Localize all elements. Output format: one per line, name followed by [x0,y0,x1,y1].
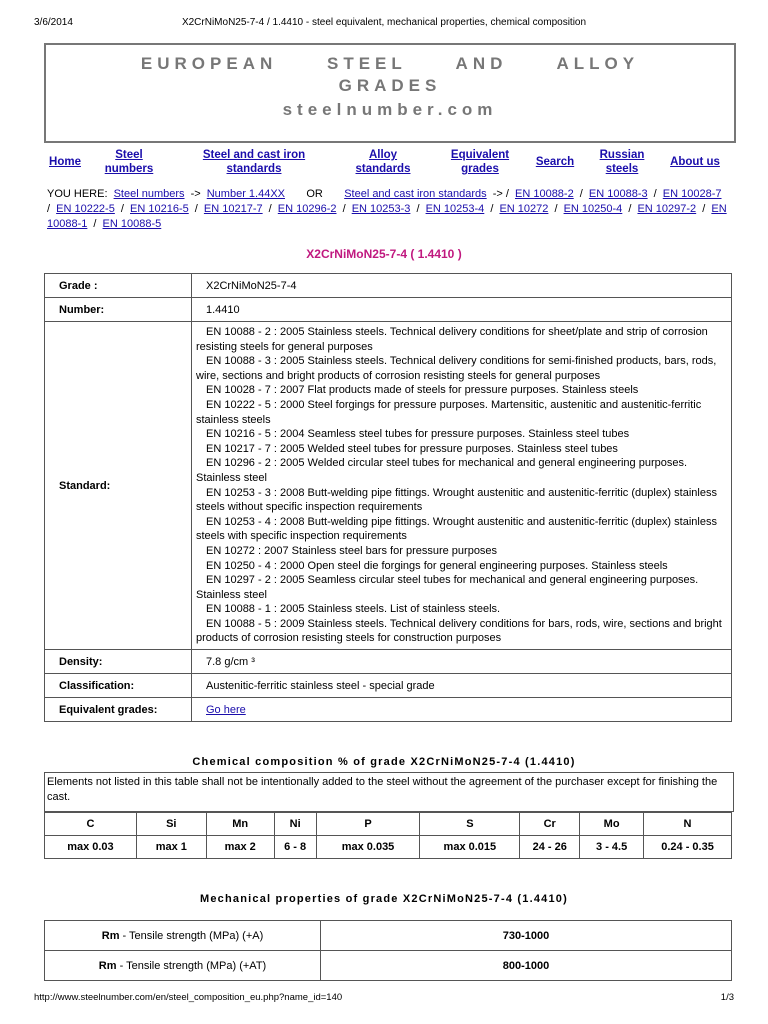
banner-line-3: steelnumber.com [282,100,498,119]
standard-entry: EN 10088 - 2 : 2005 Stainless steels. Technical delivery conditions for sheet/plate and strip of corrosion resisting steels for general purposes [196,326,708,353]
breadcrumb-standard-link[interactable]: EN 10222-5 [56,203,115,215]
breadcrumb-standard-link[interactable]: EN 10272 [499,203,549,215]
breadcrumb-standard-link[interactable]: EN 10250-4 [563,203,623,215]
mech-row-label: Rm - Tensile strength (MPa) (+A) [45,921,321,951]
chem-element-value: 24 - 26 [520,836,580,859]
chem-element-value: max 2 [206,836,274,859]
standard-label: Standard: [45,322,192,650]
chem-element-header: S [420,813,520,836]
mech-row-label: Rm - Tensile strength (MPa) (+AT) [45,951,321,981]
nav-search[interactable]: Search [535,156,575,168]
chem-note: Elements not listed in this table shall not be intentionally added to the steel without the agreement of the purchaser except for finishing the cast. [44,772,734,812]
breadcrumb-number[interactable]: Number 1.44XX [206,188,285,200]
standard-entry: EN 10088 - 1 : 2005 Stainless steels. List of stainless steels. [206,603,501,616]
breadcrumb-standard-link[interactable]: EN 10296-2 [277,203,337,215]
standard-entry: EN 10088 - 3 : 2005 Stainless steels. Technical delivery conditions for semi-finished products, bars, rods, wire, sections and bright products of corrosion resisting steels for general purposes [196,355,717,382]
breadcrumb-standard-link[interactable]: EN 10217-7 [203,203,263,215]
breadcrumb-or: OR [306,188,323,200]
grade-spec-table [44,273,732,722]
site-banner [44,43,736,143]
grade-value: X2CrNiMoN25-7-4 [192,274,732,298]
chem-element-header: C [45,813,137,836]
chem-element-value: 3 - 4.5 [580,836,644,859]
classification-value: Austenitic-ferritic stainless steel - special grade [192,674,732,698]
breadcrumb-steel-numbers[interactable]: Steel numbers [113,188,185,200]
mech-heading: Mechanical properties of grade X2CrNiMoN25-7-4 (1.4410) [200,893,568,905]
classification-label: Classification: [45,674,192,698]
breadcrumb-standards[interactable]: Steel and cast iron standards [344,188,487,200]
standard-entry: EN 10253 - 4 : 2008 Butt-welding pipe fittings. Wrought austenitic and austenitic-ferritic (duplex) stainless steels with specific inspection requirements [196,515,717,543]
chem-element-header: Mo [580,813,644,836]
density-value: 7.8 g/cm ³ [192,650,732,674]
nav-russian-steels[interactable]: Russian steels [599,149,645,175]
nav-home[interactable]: Home [49,156,81,168]
breadcrumb: YOU HERE: Steel numbers -> Number 1.44XX OR Steel and cast iron standards -> / EN 10088-2 / EN 10088-3 / EN 10028-7 / EN 10222-5 / EN 10216-5 / EN 10217-7 / EN 10296-2 / EN 10253-3 / EN 10253-4 / EN 10272 / EN 10250-4 / EN 10297-2 / EN 10088-1 / EN 10088-5 [47,188,727,230]
print-date: 3/6/2014 [34,17,73,28]
chem-element-header: Cr [520,813,580,836]
standard-entry: EN 10222 - 5 : 2000 Steel forgings for pressure purposes. Martensitic, austenitic and austenitic-ferritic stainless steels [196,398,702,426]
nav-steel-cast-iron-standards[interactable]: Steel and cast iron standards [202,149,306,175]
chem-element-header: P [316,813,420,836]
chem-element-value: max 0.015 [420,836,520,859]
chem-element-value: 0.24 - 0.35 [644,836,732,859]
breadcrumb-standard-link[interactable]: EN 10088-3 [588,188,648,200]
nav-alloy-standards[interactable]: Alloy standards [355,149,411,175]
standard-entry: EN 10217 - 7 : 2005 Welded steel tubes for pressure purposes. Stainless steel tubes [206,442,618,455]
standard-entry: EN 10028 - 7 : 2007 Flat products made of steels for pressure purposes. Stainless steels [206,384,639,397]
mech-table [44,920,732,981]
grade-title: X2CrNiMoN25-7-4 ( 1.4410 ) [306,247,462,261]
number-label: Number: [45,298,192,322]
nav-about-us[interactable]: About us [670,156,720,168]
chem-element-header: Mn [206,813,274,836]
breadcrumb-standard-link[interactable]: EN 10088-2 [515,188,574,200]
chem-element-value: max 0.035 [316,836,420,859]
chem-table [44,812,732,859]
breadcrumb-standard-link[interactable]: EN 10216-5 [130,203,189,215]
chem-element-value: 6 - 8 [274,836,316,859]
standard-entry: EN 10272 : 2007 Stainless steel bars for pressure purposes [206,544,498,557]
nav-equivalent-grades[interactable]: Equivalent grades [450,149,510,175]
print-url: http://www.steelnumber.com/en/steel_composition_eu.php?name_id=140 [34,992,343,1003]
grade-label: Grade : [45,274,192,298]
breadcrumb-standard-link[interactable]: EN 10297-2 [637,203,697,215]
standard-entry: EN 10250 - 4 : 2000 Open steel die forgings for general engineering purposes. Stainless steels [206,559,668,572]
chem-heading: Chemical composition % of grade X2CrNiMoN25-7-4 (1.4410) [192,756,576,768]
breadcrumb-standard-link[interactable]: EN 10253-4 [425,203,485,215]
standard-entry: EN 10088 - 5 : 2009 Stainless steels. Technical delivery conditions for bars, rods, wire, sections and bright products of corrosion resisting steels for construction purposes [196,617,722,645]
equivalent-go-here-link[interactable]: Go here [206,703,246,716]
standard-entry: EN 10296 - 2 : 2005 Welded circular steel tubes for mechanical and general engineering purposes. Stainless steel [196,457,688,484]
chem-element-header: Ni [274,813,316,836]
banner-line-1: EUROPEAN STEEL AND ALLOY [140,54,640,73]
chem-element-header: Si [136,813,206,836]
breadcrumb-standard-link[interactable]: EN 10028-7 [662,188,722,200]
mech-row-value: 800-1000 [321,951,732,981]
mech-row-value: 730-1000 [321,921,732,951]
standards-list [192,322,732,650]
chem-element-header: N [644,813,732,836]
breadcrumb-standard-link[interactable]: EN 10088-5 [102,218,162,230]
standard-entry: EN 10253 - 3 : 2008 Butt-welding pipe fittings. Wrought austenitic and austenitic-ferritic (duplex) stainless steels without specific inspection requirements [196,486,717,514]
breadcrumb-standard-link[interactable]: EN 10253-3 [351,203,411,215]
banner-line-2: GRADES [338,76,442,95]
number-value: 1.4410 [192,298,732,322]
standard-entry: EN 10216 - 5 : 2004 Seamless steel tubes for pressure purposes. Stainless steel tubes [206,428,630,441]
chem-element-value: max 0.03 [45,836,137,859]
breadcrumb-label: YOU HERE: [47,188,108,200]
nav-steel-numbers[interactable]: Steel numbers [104,149,154,175]
density-label: Density: [45,650,192,674]
print-page-number: 1/3 [720,992,734,1003]
chem-element-value: max 1 [136,836,206,859]
equivalent-label: Equivalent grades: [45,698,192,722]
standard-entry: EN 10297 - 2 : 2005 Seamless circular steel tubes for mechanical and general engineering purposes. Stainless steel [196,574,699,601]
print-doc-title: X2CrNiMoN25-7-4 / 1.4410 - steel equivalent, mechanical properties, chemical composition [181,17,587,28]
breadcrumb-standard-link[interactable]: EN 10088-1 [47,203,727,230]
main-nav [44,148,732,180]
